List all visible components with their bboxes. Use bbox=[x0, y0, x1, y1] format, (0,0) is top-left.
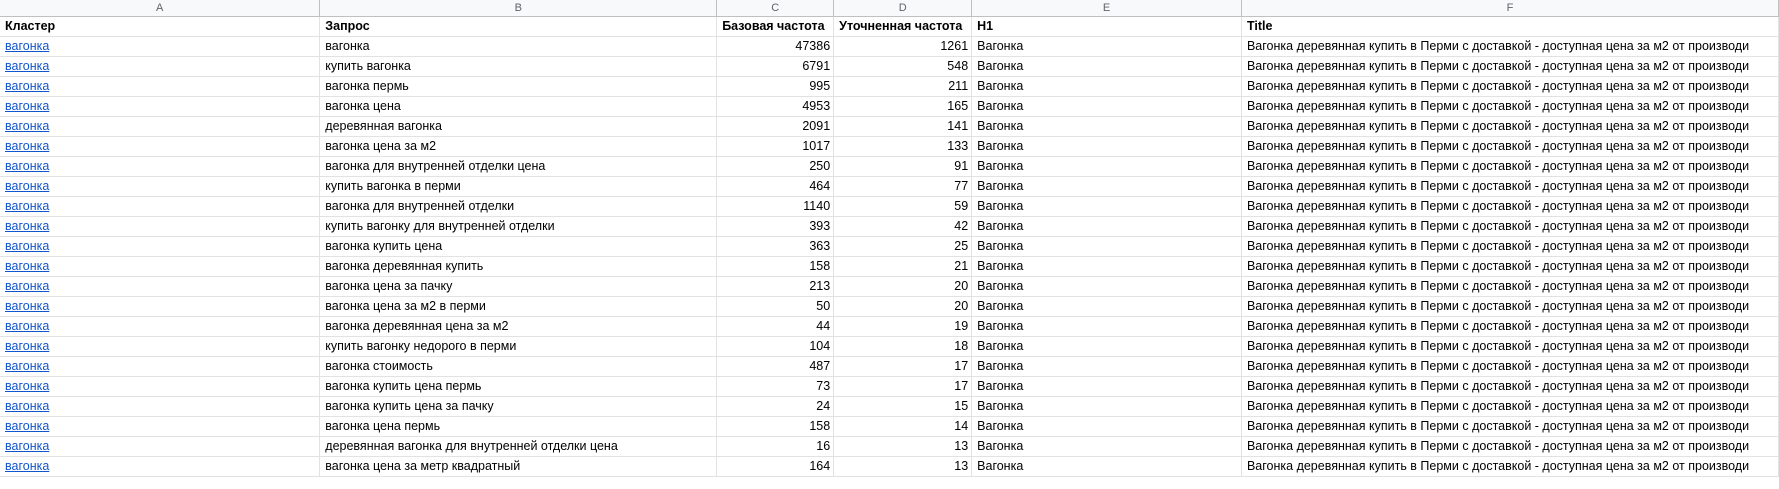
cell-refined-frequency[interactable]: 13 bbox=[834, 436, 972, 456]
cell-refined-frequency[interactable]: 42 bbox=[834, 216, 972, 236]
cell-cluster-link[interactable]: вагонка bbox=[0, 76, 320, 96]
cell-h1[interactable]: Вагонка bbox=[972, 116, 1242, 136]
cell-refined-frequency[interactable]: 59 bbox=[834, 196, 972, 216]
cell-refined-frequency[interactable]: 17 bbox=[834, 376, 972, 396]
cell-refined-frequency[interactable]: 18 bbox=[834, 336, 972, 356]
header-cell-query[interactable]: Запрос bbox=[320, 16, 717, 36]
cell-base-frequency[interactable]: 104 bbox=[717, 336, 834, 356]
cell-cluster-link[interactable]: вагонка bbox=[0, 356, 320, 376]
cell-title[interactable]: Вагонка деревянная купить в Перми с доставкой - доступная цена за м2 от производи bbox=[1241, 336, 1778, 356]
cell-query[interactable]: вагонка цена за м2 bbox=[320, 136, 717, 156]
cell-h1[interactable]: Вагонка bbox=[972, 236, 1242, 256]
table-row bbox=[0, 56, 1779, 76]
cell-h1[interactable]: Вагонка bbox=[972, 176, 1242, 196]
cell-title[interactable]: Вагонка деревянная купить в Перми с доставкой - доступная цена за м2 от производи bbox=[1241, 296, 1778, 316]
cell-title[interactable]: Вагонка деревянная купить в Перми с доставкой - доступная цена за м2 от производи bbox=[1241, 256, 1778, 276]
table-row bbox=[0, 396, 1779, 416]
cell-h1[interactable]: Вагонка bbox=[972, 336, 1242, 356]
cell-query[interactable]: вагонка цена за пачку bbox=[320, 276, 717, 296]
cell-cluster-link[interactable]: вагонка bbox=[0, 156, 320, 176]
cell-cluster-link[interactable]: вагонка bbox=[0, 136, 320, 156]
cell-base-frequency[interactable]: 47386 bbox=[717, 36, 834, 56]
cell-h1[interactable]: Вагонка bbox=[972, 76, 1242, 96]
cell-query[interactable]: вагонка bbox=[320, 36, 717, 56]
cell-title[interactable]: Вагонка деревянная купить в Перми с доставкой - доступная цена за м2 от производи bbox=[1241, 376, 1778, 396]
cell-cluster-link[interactable]: вагонка bbox=[0, 276, 320, 296]
cell-title[interactable]: Вагонка деревянная купить в Перми с доставкой - доступная цена за м2 от производи bbox=[1241, 76, 1778, 96]
cell-query[interactable]: вагонка для внутренней отделки цена bbox=[320, 156, 717, 176]
cell-cluster-link[interactable]: вагонка bbox=[0, 436, 320, 456]
cell-cluster-link[interactable]: вагонка bbox=[0, 236, 320, 256]
cell-query[interactable]: вагонка цена за метр квадратный bbox=[320, 456, 717, 476]
cell-title[interactable]: Вагонка деревянная купить в Перми с доставкой - доступная цена за м2 от производи bbox=[1241, 116, 1778, 136]
cell-h1[interactable]: Вагонка bbox=[972, 276, 1242, 296]
cell-title[interactable]: Вагонка деревянная купить в Перми с доставкой - доступная цена за м2 от производи bbox=[1241, 416, 1778, 436]
cell-base-frequency[interactable]: 250 bbox=[717, 156, 834, 176]
cell-title[interactable]: Вагонка деревянная купить в Перми с доставкой - доступная цена за м2 от производи bbox=[1241, 236, 1778, 256]
cell-query[interactable]: купить вагонка bbox=[320, 56, 717, 76]
column-header-e[interactable]: E bbox=[972, 0, 1242, 16]
header-row bbox=[0, 16, 1779, 36]
column-header-f[interactable]: F bbox=[1241, 0, 1778, 16]
cell-base-frequency[interactable]: 4953 bbox=[717, 96, 834, 116]
header-cell-title[interactable]: Title bbox=[1241, 16, 1778, 36]
cell-base-frequency[interactable]: 363 bbox=[717, 236, 834, 256]
cell-refined-frequency[interactable]: 15 bbox=[834, 396, 972, 416]
cell-refined-frequency[interactable]: 14 bbox=[834, 416, 972, 436]
cell-cluster-link[interactable]: вагонка bbox=[0, 196, 320, 216]
cell-refined-frequency[interactable]: 19 bbox=[834, 316, 972, 336]
cell-title[interactable]: Вагонка деревянная купить в Перми с доставкой - доступная цена за м2 от производи bbox=[1241, 436, 1778, 456]
cell-cluster-link[interactable]: вагонка bbox=[0, 216, 320, 236]
cell-h1[interactable]: Вагонка bbox=[972, 356, 1242, 376]
cell-refined-frequency[interactable]: 20 bbox=[834, 296, 972, 316]
cell-h1[interactable]: Вагонка bbox=[972, 216, 1242, 236]
cell-base-frequency[interactable]: 2091 bbox=[717, 116, 834, 136]
cell-title[interactable]: Вагонка деревянная купить в Перми с доставкой - доступная цена за м2 от производи bbox=[1241, 176, 1778, 196]
header-cell-cluster[interactable]: Кластер bbox=[0, 16, 320, 36]
table-row bbox=[0, 436, 1779, 456]
cell-query[interactable]: купить вагонку для внутренней отделки bbox=[320, 216, 717, 236]
cell-refined-frequency[interactable]: 133 bbox=[834, 136, 972, 156]
cell-h1[interactable]: Вагонка bbox=[972, 456, 1242, 476]
table-row bbox=[0, 216, 1779, 236]
cell-h1[interactable]: Вагонка bbox=[972, 396, 1242, 416]
cell-base-frequency[interactable]: 44 bbox=[717, 316, 834, 336]
cell-refined-frequency[interactable]: 20 bbox=[834, 276, 972, 296]
cell-title[interactable]: Вагонка деревянная купить в Перми с доставкой - доступная цена за м2 от производи bbox=[1241, 276, 1778, 296]
cell-cluster-link[interactable]: вагонка bbox=[0, 96, 320, 116]
column-header-a[interactable]: A bbox=[0, 0, 320, 16]
cell-h1[interactable]: Вагонка bbox=[972, 376, 1242, 396]
cell-h1[interactable]: Вагонка bbox=[972, 296, 1242, 316]
cell-query[interactable]: деревянная вагонка для внутренней отделки цена bbox=[320, 436, 717, 456]
cell-refined-frequency[interactable]: 77 bbox=[834, 176, 972, 196]
cell-cluster-link[interactable]: вагонка bbox=[0, 256, 320, 276]
table-row bbox=[0, 76, 1779, 96]
cell-cluster-link[interactable]: вагонка bbox=[0, 316, 320, 336]
cell-h1[interactable]: Вагонка bbox=[972, 416, 1242, 436]
column-header-b[interactable]: B bbox=[320, 0, 717, 16]
cell-refined-frequency[interactable]: 1261 bbox=[834, 36, 972, 56]
column-letter-row bbox=[0, 0, 1779, 16]
cell-title[interactable]: Вагонка деревянная купить в Перми с доставкой - доступная цена за м2 от производи bbox=[1241, 96, 1778, 116]
cell-query[interactable]: купить вагонка в перми bbox=[320, 176, 717, 196]
cell-title[interactable]: Вагонка деревянная купить в Перми с доставкой - доступная цена за м2 от производи bbox=[1241, 316, 1778, 336]
cell-query[interactable]: деревянная вагонка bbox=[320, 116, 717, 136]
cell-query[interactable]: купить вагонку недорого в перми bbox=[320, 336, 717, 356]
column-header-d[interactable]: D bbox=[834, 0, 972, 16]
cell-base-frequency[interactable]: 164 bbox=[717, 456, 834, 476]
column-header-c[interactable]: C bbox=[717, 0, 834, 16]
cell-title[interactable]: Вагонка деревянная купить в Перми с доставкой - доступная цена за м2 от производи bbox=[1241, 56, 1778, 76]
cell-cluster-link[interactable]: вагонка bbox=[0, 336, 320, 356]
cell-base-frequency[interactable]: 213 bbox=[717, 276, 834, 296]
cell-refined-frequency[interactable]: 548 bbox=[834, 56, 972, 76]
table-row bbox=[0, 176, 1779, 196]
cell-query[interactable]: вагонка стоимость bbox=[320, 356, 717, 376]
cell-cluster-link[interactable]: вагонка bbox=[0, 56, 320, 76]
cell-cluster-link[interactable]: вагонка bbox=[0, 116, 320, 136]
cell-cluster-link[interactable]: вагонка bbox=[0, 176, 320, 196]
cell-refined-frequency[interactable]: 17 bbox=[834, 356, 972, 376]
cell-title[interactable]: Вагонка деревянная купить в Перми с доставкой - доступная цена за м2 от производи bbox=[1241, 36, 1778, 56]
cell-refined-frequency[interactable]: 25 bbox=[834, 236, 972, 256]
table-row bbox=[0, 456, 1779, 476]
table-row bbox=[0, 116, 1779, 136]
cell-query[interactable]: вагонка деревянная цена за м2 bbox=[320, 316, 717, 336]
cell-query[interactable]: вагонка купить цена за пачку bbox=[320, 396, 717, 416]
cell-refined-frequency[interactable]: 21 bbox=[834, 256, 972, 276]
cell-h1[interactable]: Вагонка bbox=[972, 196, 1242, 216]
header-cell-base-frequency[interactable]: Базовая частота bbox=[717, 16, 834, 36]
cell-h1[interactable]: Вагонка bbox=[972, 156, 1242, 176]
cell-cluster-link[interactable]: вагонка bbox=[0, 456, 320, 476]
cell-h1[interactable]: Вагонка bbox=[972, 256, 1242, 276]
cell-base-frequency[interactable]: 24 bbox=[717, 396, 834, 416]
cell-query[interactable]: вагонка для внутренней отделки bbox=[320, 196, 717, 216]
cell-h1[interactable]: Вагонка bbox=[972, 136, 1242, 156]
table-row bbox=[0, 236, 1779, 256]
table-row bbox=[0, 276, 1779, 296]
cell-cluster-link[interactable]: вагонка bbox=[0, 416, 320, 436]
cell-cluster-link[interactable]: вагонка bbox=[0, 396, 320, 416]
cell-base-frequency[interactable]: 6791 bbox=[717, 56, 834, 76]
table-row bbox=[0, 96, 1779, 116]
header-cell-refined-frequency[interactable]: Уточненная частота bbox=[834, 16, 972, 36]
cell-query[interactable]: вагонка деревянная купить bbox=[320, 256, 717, 276]
cell-base-frequency[interactable]: 158 bbox=[717, 416, 834, 436]
table-row bbox=[0, 36, 1779, 56]
cell-refined-frequency[interactable]: 211 bbox=[834, 76, 972, 96]
table-row bbox=[0, 356, 1779, 376]
cell-title[interactable]: Вагонка деревянная купить в Перми с доставкой - доступная цена за м2 от производи bbox=[1241, 396, 1778, 416]
table-row bbox=[0, 376, 1779, 396]
cell-h1[interactable]: Вагонка bbox=[972, 56, 1242, 76]
table-row bbox=[0, 316, 1779, 336]
cell-cluster-link[interactable]: вагонка bbox=[0, 36, 320, 56]
cell-query[interactable]: вагонка цена за м2 в перми bbox=[320, 296, 717, 316]
cell-query[interactable]: вагонка купить цена пермь bbox=[320, 376, 717, 396]
cell-base-frequency[interactable]: 464 bbox=[717, 176, 834, 196]
cell-base-frequency[interactable]: 16 bbox=[717, 436, 834, 456]
cell-cluster-link[interactable]: вагонка bbox=[0, 296, 320, 316]
cell-base-frequency[interactable]: 50 bbox=[717, 296, 834, 316]
cell-h1[interactable]: Вагонка bbox=[972, 436, 1242, 456]
cell-title[interactable]: Вагонка деревянная купить в Перми с доставкой - доступная цена за м2 от производи bbox=[1241, 156, 1778, 176]
cell-query[interactable]: вагонка цена bbox=[320, 96, 717, 116]
cell-h1[interactable]: Вагонка bbox=[972, 96, 1242, 116]
header-cell-h1[interactable]: H1 bbox=[972, 16, 1242, 36]
table-row bbox=[0, 136, 1779, 156]
table-row bbox=[0, 256, 1779, 276]
cell-query[interactable]: вагонка купить цена bbox=[320, 236, 717, 256]
table-row bbox=[0, 416, 1779, 436]
cell-base-frequency[interactable]: 995 bbox=[717, 76, 834, 96]
table-row bbox=[0, 336, 1779, 356]
cell-refined-frequency[interactable]: 91 bbox=[834, 156, 972, 176]
cell-base-frequency[interactable]: 1140 bbox=[717, 196, 834, 216]
cell-base-frequency[interactable]: 487 bbox=[717, 356, 834, 376]
cell-refined-frequency[interactable]: 141 bbox=[834, 116, 972, 136]
table-row bbox=[0, 196, 1779, 216]
cell-h1[interactable]: Вагонка bbox=[972, 36, 1242, 56]
cell-query[interactable]: вагонка пермь bbox=[320, 76, 717, 96]
cell-base-frequency[interactable]: 73 bbox=[717, 376, 834, 396]
cell-cluster-link[interactable]: вагонка bbox=[0, 376, 320, 396]
cell-title[interactable]: Вагонка деревянная купить в Перми с доставкой - доступная цена за м2 от производи bbox=[1241, 136, 1778, 156]
cell-title[interactable]: Вагонка деревянная купить в Перми с доставкой - доступная цена за м2 от производи bbox=[1241, 216, 1778, 236]
cell-base-frequency[interactable]: 393 bbox=[717, 216, 834, 236]
cell-title[interactable]: Вагонка деревянная купить в Перми с доставкой - доступная цена за м2 от производи bbox=[1241, 456, 1778, 476]
cell-base-frequency[interactable]: 1017 bbox=[717, 136, 834, 156]
cell-refined-frequency[interactable]: 165 bbox=[834, 96, 972, 116]
cell-base-frequency[interactable]: 158 bbox=[717, 256, 834, 276]
table-row bbox=[0, 156, 1779, 176]
cell-query[interactable]: вагонка цена пермь bbox=[320, 416, 717, 436]
table-row bbox=[0, 296, 1779, 316]
cell-title[interactable]: Вагонка деревянная купить в Перми с доставкой - доступная цена за м2 от производи bbox=[1241, 356, 1778, 376]
cell-title[interactable]: Вагонка деревянная купить в Перми с доставкой - доступная цена за м2 от производи bbox=[1241, 196, 1778, 216]
cell-h1[interactable]: Вагонка bbox=[972, 316, 1242, 336]
cell-refined-frequency[interactable]: 13 bbox=[834, 456, 972, 476]
